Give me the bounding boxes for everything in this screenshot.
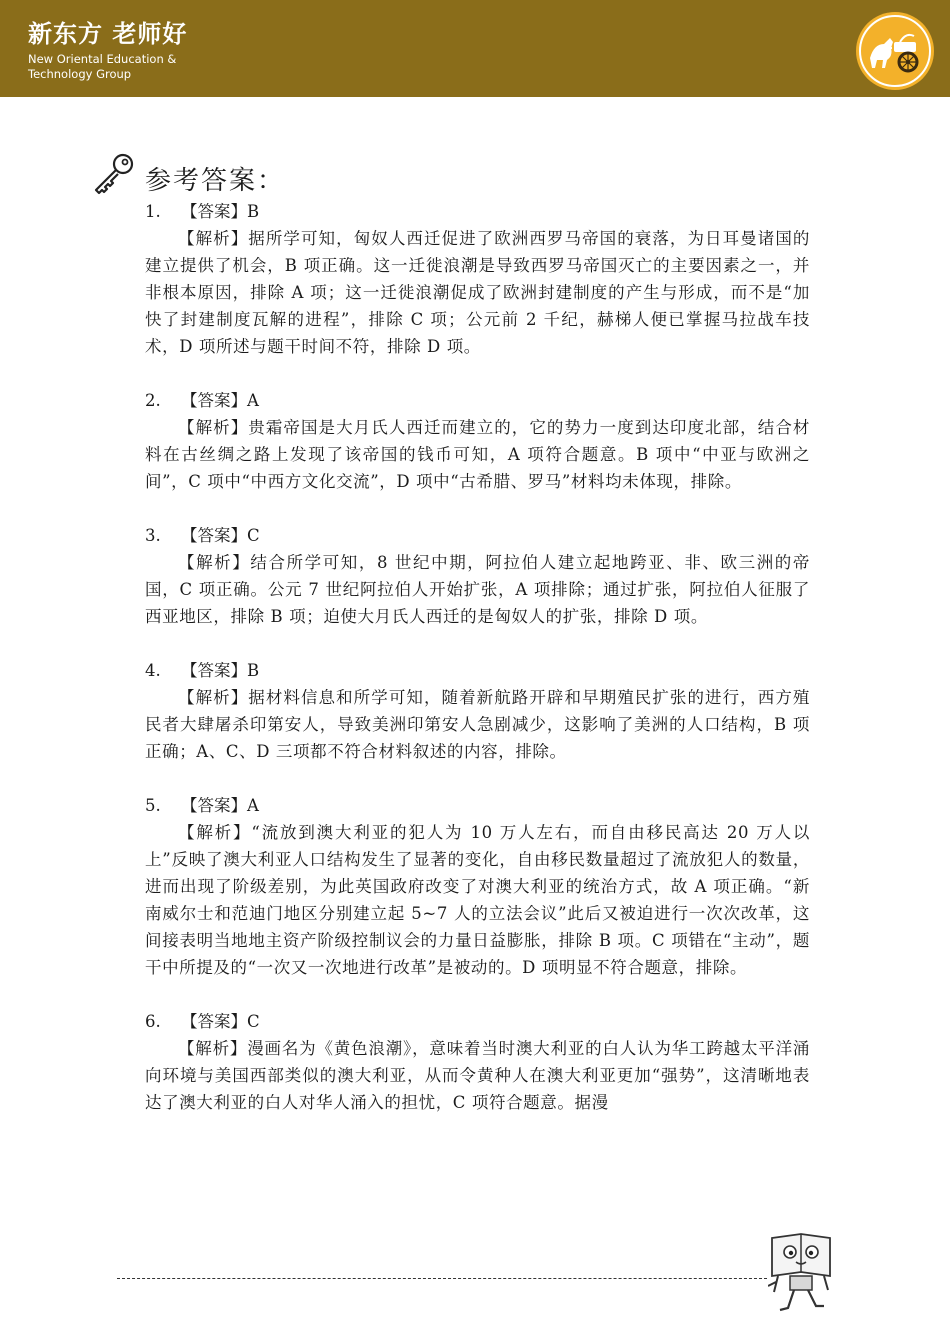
section-title: 参考答案： xyxy=(145,166,286,196)
answer-line xyxy=(145,1008,810,1035)
answer-text: 【答案】A xyxy=(181,391,259,410)
footer-dashed-line xyxy=(117,1278,767,1279)
answer-item-6 xyxy=(145,1008,810,1116)
answer-text: 【答案】B xyxy=(181,202,260,221)
answer-line xyxy=(145,522,810,549)
question-number: 1. xyxy=(145,202,161,221)
analysis-text: 【解析】贵霜帝国是大月氏人西迁而建立的，它的势力一度到达印度北部，结合材料在古丝绸之路上发现了该帝国的钱币可知，A 项符合题意。B 项中“中亚与欧洲之间”，C 项中“中西方文化交流”，D 项中“古希腊、罗马”材料均未体现，排除。 xyxy=(145,418,810,491)
answer-item-4 xyxy=(145,657,810,765)
question-number: 4. xyxy=(145,661,161,680)
answer-line xyxy=(145,657,810,684)
question-number: 2. xyxy=(145,391,161,410)
question-number: 5. xyxy=(145,796,161,815)
answer-text: 【答案】B xyxy=(181,661,260,680)
key-icon xyxy=(90,152,136,196)
answer-text: 【答案】C xyxy=(181,1012,260,1031)
question-number: 3. xyxy=(145,526,161,545)
answer-text: 【答案】A xyxy=(181,796,259,815)
header-banner xyxy=(0,0,950,97)
book-mascot-icon xyxy=(768,1232,834,1316)
carriage-logo-icon xyxy=(856,12,934,90)
brand-name-en xyxy=(28,52,176,82)
answer-line xyxy=(145,792,810,819)
analysis-text: 【解析】结合所学可知，8 世纪中期，阿拉伯人建立起地跨亚、非、欧三洲的帝国，C 项正确。公元 7 世纪阿拉伯人开始扩张，A 项排除；通过扩张，阿拉伯人征服了西亚地区，排除 B 项；迫使大月氏人西迁的是匈奴人的扩张，排除 D 项。 xyxy=(145,553,810,626)
answer-item-2 xyxy=(145,387,810,495)
brand-en-line2: Technology Group xyxy=(28,67,132,81)
answer-text: 【答案】C xyxy=(181,526,260,545)
answer-line xyxy=(145,387,810,414)
brand-en-line1: New Oriental Education & xyxy=(28,52,177,66)
analysis-text: 【解析】“流放到澳大利亚的犯人为 10 万人左右，而自由移民高达 20 万人以上”反映了澳大利亚人口结构发生了显著的变化，自由移民数量超过了流放犯人的数量，进而出现了阶级差别，为此英国政府改变了对澳大利亚的统治方式，故 A 项正确。“新南威尔士和范迪门地区分别建立起 5~7 人的立法会议”此后又被迫进行一次次改革，这间接表明当地地主资产阶级控制议会的力量日益膨胀，排除 B 项。C 项错在“主动”，题干中所提及的“一次又一次地进行改革”是被动的。D 项明显不符合题意，排除。 xyxy=(145,823,810,977)
brand-name-cn: 新东方 老师好 xyxy=(28,20,188,48)
analysis-text: 【解析】漫画名为《黄色浪潮》，意味着当时澳大利亚的白人认为华工跨越太平洋涌向环境与美国西部类似的澳大利亚，从而令黄种人在澳大利亚更加“强势”，这清晰地表达了澳大利亚的白人对华人涌入的担忧，C 项符合题意。据漫 xyxy=(145,1039,810,1112)
answer-item-3 xyxy=(145,522,810,630)
answer-item-5 xyxy=(145,792,810,981)
analysis-text: 【解析】据所学可知，匈奴人西迁促进了欧洲西罗马帝国的衰落，为日耳曼诸国的建立提供了机会，B 项正确。这一迁徙浪潮是导致西罗马帝国灭亡的主要因素之一，并非根本原因，排除 A 项；这一迁徙浪潮促成了欧洲封建制度的产生与形成，而不是“加快了封建制度瓦解的进程”，排除 C 项；公元前 2 千纪，赫梯人便已掌握马拉战车技术，D 项所述与题干时间不符，排除 D 项。 xyxy=(145,229,810,356)
question-number: 6. xyxy=(145,1012,161,1031)
answer-item-1 xyxy=(145,198,810,360)
answer-line xyxy=(145,198,810,225)
analysis-text: 【解析】据材料信息和所学可知，随着新航路开辟和早期殖民扩张的进行，西方殖民者大肆屠杀印第安人，导致美洲印第安人急剧减少，这影响了美洲的人口结构，B 项正确；A、C、D 三项都不符合材料叙述的内容，排除。 xyxy=(145,688,810,761)
answer-list xyxy=(145,198,810,1143)
